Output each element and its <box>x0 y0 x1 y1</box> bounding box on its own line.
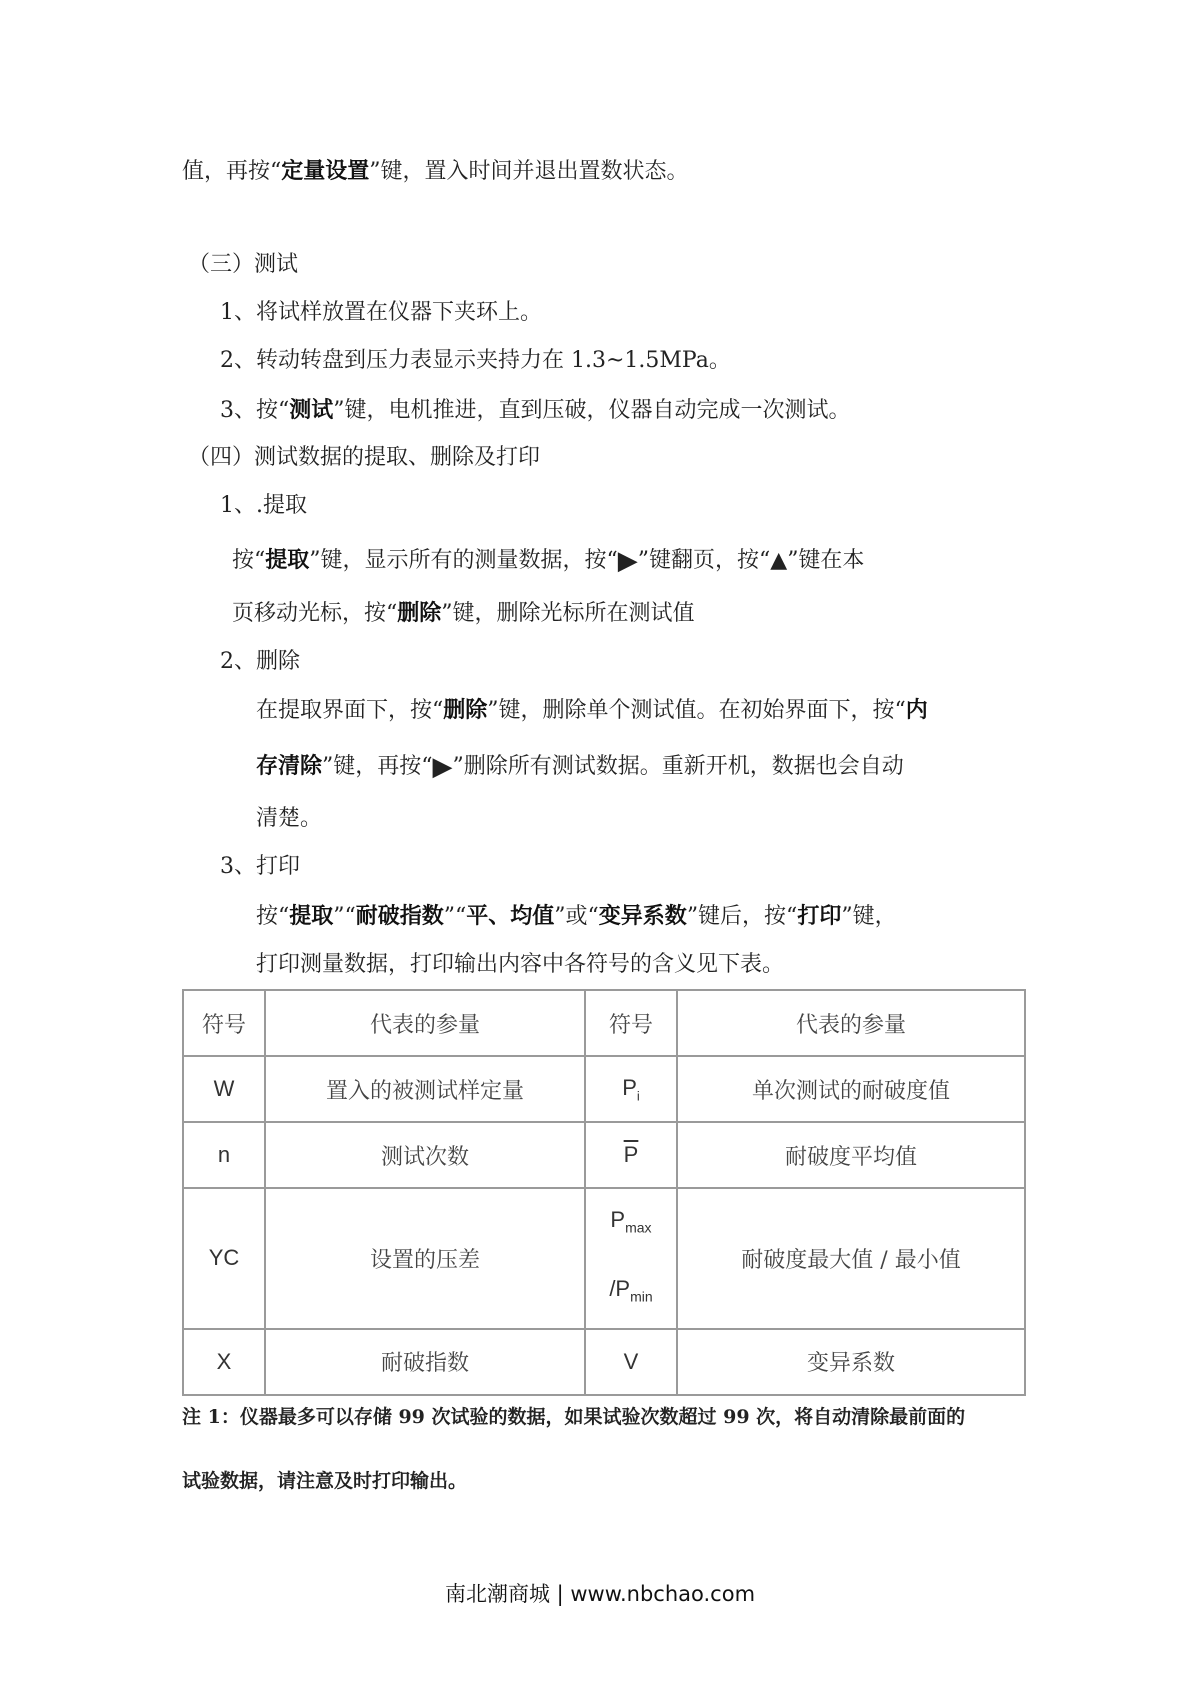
text: ”键翻页，按“ <box>637 548 771 573</box>
symbol-text: /P <box>609 1276 631 1302</box>
key-name: 删除 <box>397 600 442 626</box>
symbol-cell: X <box>183 1329 265 1395</box>
text: 按“ <box>256 904 290 929</box>
text: ”键，显示所有的测量数据，按“ <box>309 548 618 573</box>
delete-paragraph-line-3: 清楚。 <box>256 806 323 831</box>
text: 3、按“ <box>220 398 290 423</box>
extract-title: 1、.提取 <box>220 493 307 518</box>
text: ”键，再按“ <box>322 754 433 779</box>
print-paragraph-line-1 <box>256 901 897 932</box>
text: ”键，置入时间并退出置数状态。 <box>369 159 689 184</box>
extract-paragraph-line-1 <box>232 545 864 576</box>
symbol-cell: V <box>585 1329 677 1395</box>
key-name: 内 <box>905 697 928 723</box>
right-triangle-icon: ▶ <box>432 752 453 782</box>
note-line-1: 注 1：仪器最多可以存储 99 次试验的数据，如果试验次数超过 99 次，将自动清除最前面的 <box>182 1406 966 1428</box>
symbol-text: P <box>622 1074 637 1100</box>
text: 值，再按“ <box>182 159 282 184</box>
text: 按“ <box>232 548 266 573</box>
key-name: 提取 <box>265 547 310 573</box>
table-header: 代表的参量 <box>265 990 585 1056</box>
table-header: 符号 <box>183 990 265 1056</box>
symbol-subscript: i <box>636 1088 640 1104</box>
table-row <box>183 1329 1025 1395</box>
text: ”键，电机推进，直到压破，仪器自动完成一次测试。 <box>333 398 851 423</box>
text: ”键在本 <box>787 548 865 573</box>
footer-site: 南北潮商城 | www.nbchao.com <box>444 1582 756 1606</box>
table-row <box>183 1188 1025 1329</box>
symbol-subscript: max <box>625 1219 652 1236</box>
text: ”“ <box>333 904 356 929</box>
key-name: 测试 <box>289 397 334 423</box>
symbol-max <box>586 1189 676 1258</box>
key-name: 耐破指数 <box>355 903 444 929</box>
symbol-cell <box>585 1188 677 1329</box>
symbol-text: $\overline{P}$ <box>623 1142 639 1167</box>
extract-paragraph-line-2 <box>232 598 695 629</box>
meaning-cell: 耐破度最大值 / 最小值 <box>677 1188 1025 1329</box>
key-name: 删除 <box>443 697 488 723</box>
key-name: 变异系数 <box>598 903 687 929</box>
key-name: 定量设置 <box>281 158 370 184</box>
text: 在提取界面下，按“ <box>256 698 444 723</box>
section-3-item-1: 1、将试样放置在仪器下夹环上。 <box>220 300 542 325</box>
up-triangle-icon: ▲ <box>770 548 788 573</box>
meaning-cell: 单次测试的耐破度值 <box>677 1056 1025 1122</box>
symbol-table <box>182 989 1026 1396</box>
meaning-cell: 测试次数 <box>265 1122 585 1188</box>
text: ”键，删除光标所在测试值 <box>441 601 695 626</box>
key-name: 提取 <box>289 903 334 929</box>
symbol-cell: W <box>183 1056 265 1122</box>
delete-paragraph-line-1 <box>256 695 928 726</box>
table-header: 符号 <box>585 990 677 1056</box>
text: ”“ <box>443 904 467 929</box>
text: ”键， <box>841 904 897 929</box>
key-name: 存清除 <box>256 753 323 779</box>
section-3-item-3 <box>220 395 851 426</box>
meaning-cell: 置入的被测试样定量 <box>265 1056 585 1122</box>
text: 页移动光标，按“ <box>232 601 398 626</box>
symbol-cell: n <box>183 1122 265 1188</box>
symbol-cell: YC <box>183 1188 265 1329</box>
text: ”键，删除单个测试值。在初始界面下，按“ <box>487 698 906 723</box>
section-3-heading: （三）测试 <box>188 252 299 277</box>
symbol-cell <box>585 1056 677 1122</box>
meaning-cell: 设置的压差 <box>265 1188 585 1329</box>
meaning-cell: 耐破指数 <box>265 1329 585 1395</box>
text: ”删除所有测试数据。重新开机，数据也会自动 <box>452 754 904 779</box>
table-row <box>183 1056 1025 1122</box>
meaning-cell: 耐破度平均值 <box>677 1122 1025 1188</box>
note-line-2: 试验数据，请注意及时打印输出。 <box>182 1470 468 1492</box>
section-4-heading: （四）测试数据的提取、删除及打印 <box>188 445 541 470</box>
delete-title: 2、删除 <box>220 649 300 674</box>
section-3-item-2: 2、转动转盘到压力表显示夹持力在 1.3~1.5MPa。 <box>220 348 731 373</box>
symbol-min <box>586 1258 676 1327</box>
text: ”键后，按“ <box>686 904 798 929</box>
intro-line <box>182 156 689 187</box>
key-name: 打印 <box>797 903 842 929</box>
right-triangle-icon: ▶ <box>617 546 638 576</box>
text: ”或“ <box>554 904 599 929</box>
print-title: 3、打印 <box>220 854 300 879</box>
table-row <box>183 1122 1025 1188</box>
table-header-row <box>183 990 1025 1056</box>
symbol-cell <box>585 1122 677 1188</box>
delete-paragraph-line-2 <box>256 751 904 782</box>
symbol-text: P <box>610 1207 626 1232</box>
print-paragraph-line-2: 打印测量数据，打印输出内容中各符号的含义见下表。 <box>256 952 785 977</box>
symbol-subscript: min <box>630 1288 653 1305</box>
key-name: 平、均值 <box>466 903 555 929</box>
table-header: 代表的参量 <box>677 990 1025 1056</box>
meaning-cell: 变异系数 <box>677 1329 1025 1395</box>
